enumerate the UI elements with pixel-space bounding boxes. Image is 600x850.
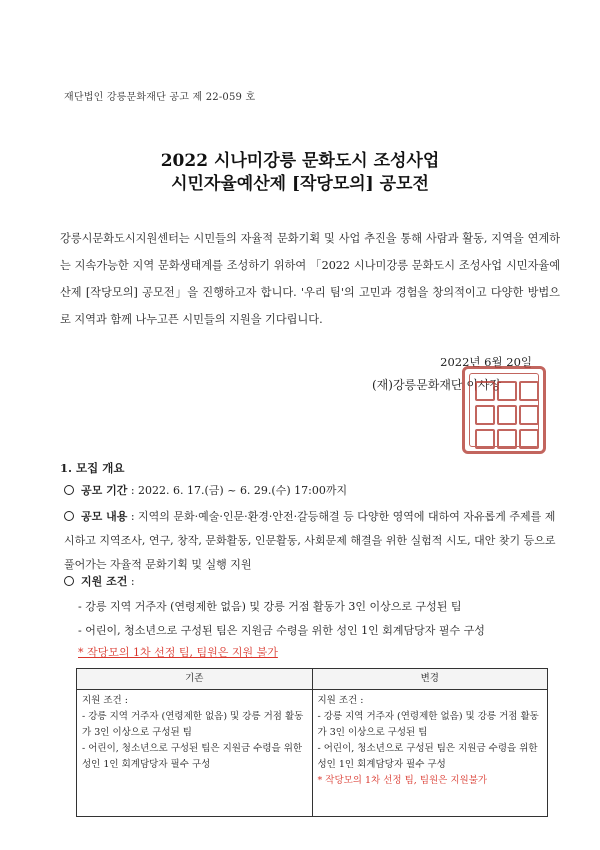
organization-name: (재)강릉문화재단 이사장 xyxy=(372,378,502,392)
condition-label: 지원 조건 xyxy=(81,575,128,588)
header-before: 기존 xyxy=(77,669,313,690)
content-value: : 지역의 문화·예술·인문·환경·안전·갈등해결 등 다양한 영역에 대하여 자유롭게 주제를 제시하고 지역조사, 연구, 창작, 문화활동, 인문활동, 사회문제 해결을 위한 실험적 시도, 대안 찾기 등으로 풀어가는 자율적 문화기획 및 실행 지원 xyxy=(64,510,556,571)
table-row xyxy=(77,690,548,817)
seal-glyph xyxy=(519,405,539,425)
period-item xyxy=(64,482,347,498)
notice-number: 재단법인 강릉문화재단 공고 제 22-059 호 xyxy=(64,92,256,103)
condition-line-2: - 어린이, 청소년으로 구성된 팀은 지원금 수령을 위한 성인 1인 회계담당자 필수 구성 xyxy=(78,624,485,637)
official-seal xyxy=(462,366,546,454)
cell-line: - 강릉 지역 거주자 (연령제한 없음) 및 강릉 거점 활동가 3인 이상으로 구성된 팀 xyxy=(317,711,539,738)
seal-glyph xyxy=(475,405,495,425)
content-item xyxy=(64,505,564,577)
content-label: 공모 내용 xyxy=(81,510,128,523)
header-after: 변경 xyxy=(312,669,548,690)
condition-note: * 작당모의 1차 선정 팀, 팀원은 지원 불가 xyxy=(78,646,278,659)
seal-glyph xyxy=(497,405,517,425)
cell-note: * 작당모의 1차 선정 팀, 팀원은 지원불가 xyxy=(317,775,488,786)
period-value: : 2022. 6. 17.(금) ~ 6. 29.(수) 17:00까지 xyxy=(130,484,348,497)
comparison-table xyxy=(76,668,548,817)
seal-glyph xyxy=(519,381,539,401)
cell-title: 지원 조건 : xyxy=(82,695,128,706)
page-subtitle: 시민자율예산제 [작당모의] 공모전 xyxy=(171,174,429,194)
table-header-row xyxy=(77,669,548,690)
cell-title: 지원 조건 : xyxy=(317,695,364,706)
condition-item xyxy=(64,573,135,589)
cell-line: - 어린이, 청소년으로 구성된 팀은 지원금 수령을 위한 성인 1인 회계담당자 필수 구성 xyxy=(317,743,538,770)
intro-paragraph: 강릉시문화도시지원센터는 시민들의 자율적 문화기획 및 사업 추진을 통해 사람과 활동, 지역을 연계하는 지속가능한 지역 문화생태계를 조성하기 위하여 「2022 시나미강릉 문화도시 조성사업 시민자율예산제 [작당모의] 공모전」을 진행하고자 합니다. '우리 팀'의 고민과 경험을 창의적이고 다양한 방법으로 지역과 함께 나누고픈 시민들의 지원을 기다립니다. xyxy=(60,232,560,326)
seal-glyph xyxy=(497,381,517,401)
page-title: 2022 시나미강릉 문화도시 조성사업 xyxy=(160,151,440,171)
period-label: 공모 기간 xyxy=(81,484,128,497)
seal-glyph xyxy=(519,429,539,449)
cell-line: - 어린이, 청소년으로 구성된 팀은 지원금 수령을 위한 성인 1인 회계담당자 필수 구성 xyxy=(82,743,303,770)
cell-line: - 강릉 지역 거주자 (연령제한 없음) 및 강릉 거점 활동가 3인 이상으로 구성된 팀 xyxy=(82,711,304,738)
seal-glyph xyxy=(497,429,517,449)
section-heading: 1. 모집 개요 xyxy=(60,461,125,475)
notice-date: 2022년 6월 20일 xyxy=(440,355,532,369)
condition-line-1: - 강릉 지역 거주자 (연령제한 없음) 및 강릉 거점 활동가 3인 이상으로 구성된 팀 xyxy=(78,600,462,613)
seal-glyph xyxy=(475,381,495,401)
circle-bullet-icon xyxy=(64,485,74,495)
circle-bullet-icon xyxy=(64,511,74,521)
seal-glyph xyxy=(475,429,495,449)
cell-before xyxy=(77,690,313,817)
cell-after xyxy=(312,690,548,817)
condition-colon: : xyxy=(130,575,135,588)
circle-bullet-icon xyxy=(64,576,74,586)
